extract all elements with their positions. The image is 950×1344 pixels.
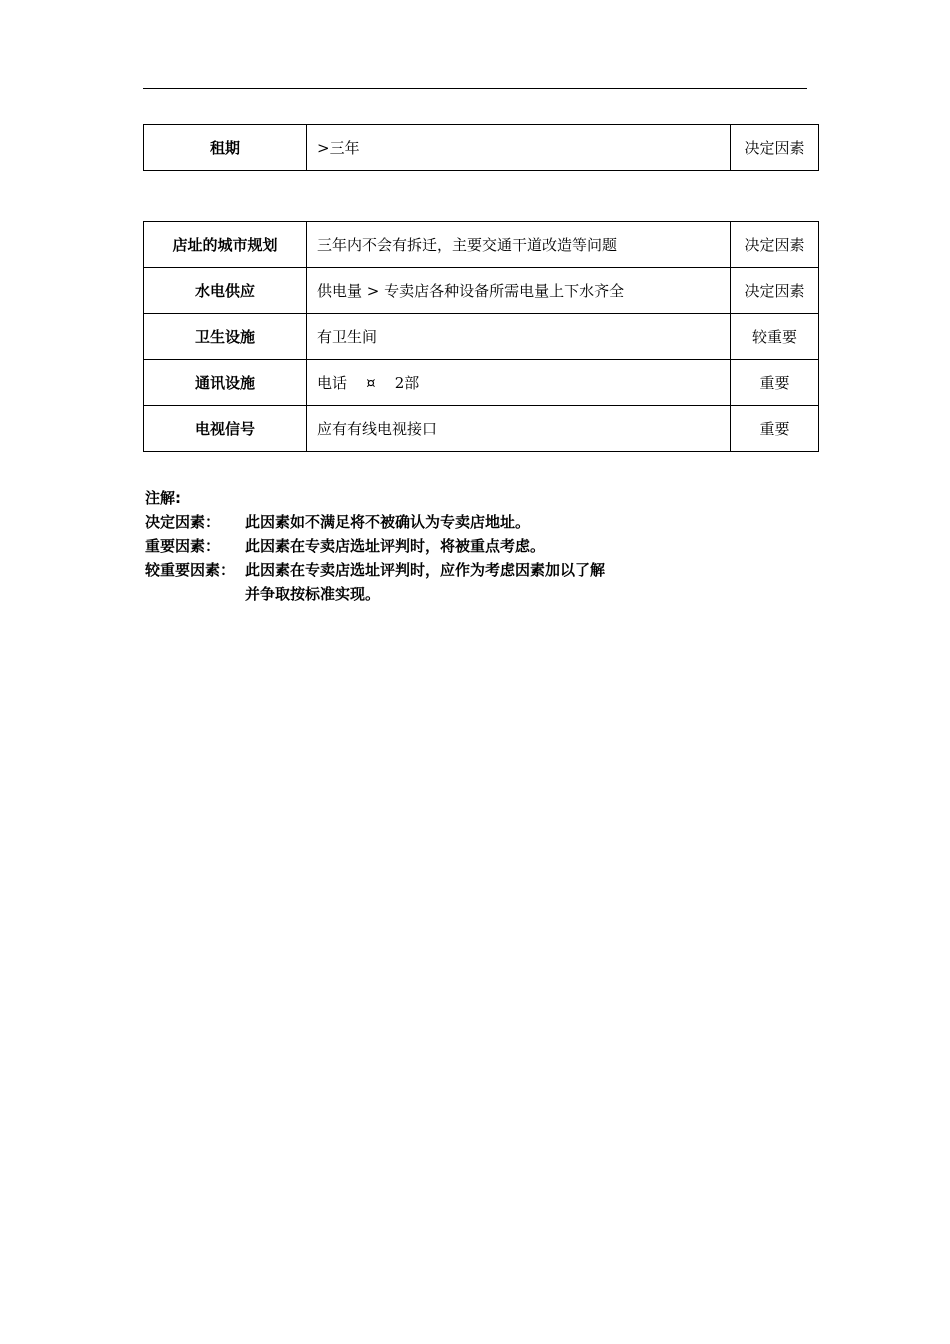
requirement-cell: >三年 [307, 125, 731, 171]
table-row [144, 222, 819, 268]
note-term: 重要因素： [145, 537, 221, 555]
notes-section [145, 486, 785, 606]
factor-cell: 水电供应 [144, 268, 307, 314]
importance-cell: 决定因素 [731, 222, 819, 268]
importance-cell: 重要 [731, 360, 819, 406]
note-item [145, 558, 785, 582]
site-criteria-table [143, 221, 819, 452]
table-row [144, 268, 819, 314]
note-definition: 此因素在专卖店选址评判时，将被重点考虑。 [245, 537, 546, 555]
note-term: 较重要因素： [145, 561, 236, 579]
requirement-cell: 电话 ¤ 2部 [307, 360, 731, 406]
header-rule [143, 88, 807, 89]
note-definition: 此因素在专卖店选址评判时，应作为考虑因素加以了解 [245, 561, 606, 579]
requirement-cell: 有卫生间 [307, 314, 731, 360]
factor-cell: 电视信号 [144, 406, 307, 452]
note-item [145, 510, 785, 534]
importance-cell: 决定因素 [731, 268, 819, 314]
importance-cell: 决定因素 [731, 125, 819, 171]
table-row [144, 125, 819, 171]
factor-cell: 租期 [144, 125, 307, 171]
table-row [144, 360, 819, 406]
factor-cell: 卫生设施 [144, 314, 307, 360]
factor-cell: 通讯设施 [144, 360, 307, 406]
requirement-cell: 供电量 > 专卖店各种设备所需电量上下水齐全 [307, 268, 731, 314]
notes-heading: 注解: [145, 489, 181, 507]
table-row [144, 314, 819, 360]
note-item [145, 534, 785, 558]
requirement-cell: 应有有线电视接口 [307, 406, 731, 452]
note-definition-continuation: 并争取按标准实现。 [245, 585, 381, 603]
requirement-cell: 三年内不会有拆迁，主要交通干道改造等问题 [307, 222, 731, 268]
factor-cell: 店址的城市规划 [144, 222, 307, 268]
importance-cell: 较重要 [731, 314, 819, 360]
importance-cell: 重要 [731, 406, 819, 452]
table-row [144, 406, 819, 452]
lease-criteria-table [143, 124, 819, 171]
note-definition: 此因素如不满足将不被确认为专卖店地址。 [245, 513, 531, 531]
note-term: 决定因素： [145, 513, 221, 531]
